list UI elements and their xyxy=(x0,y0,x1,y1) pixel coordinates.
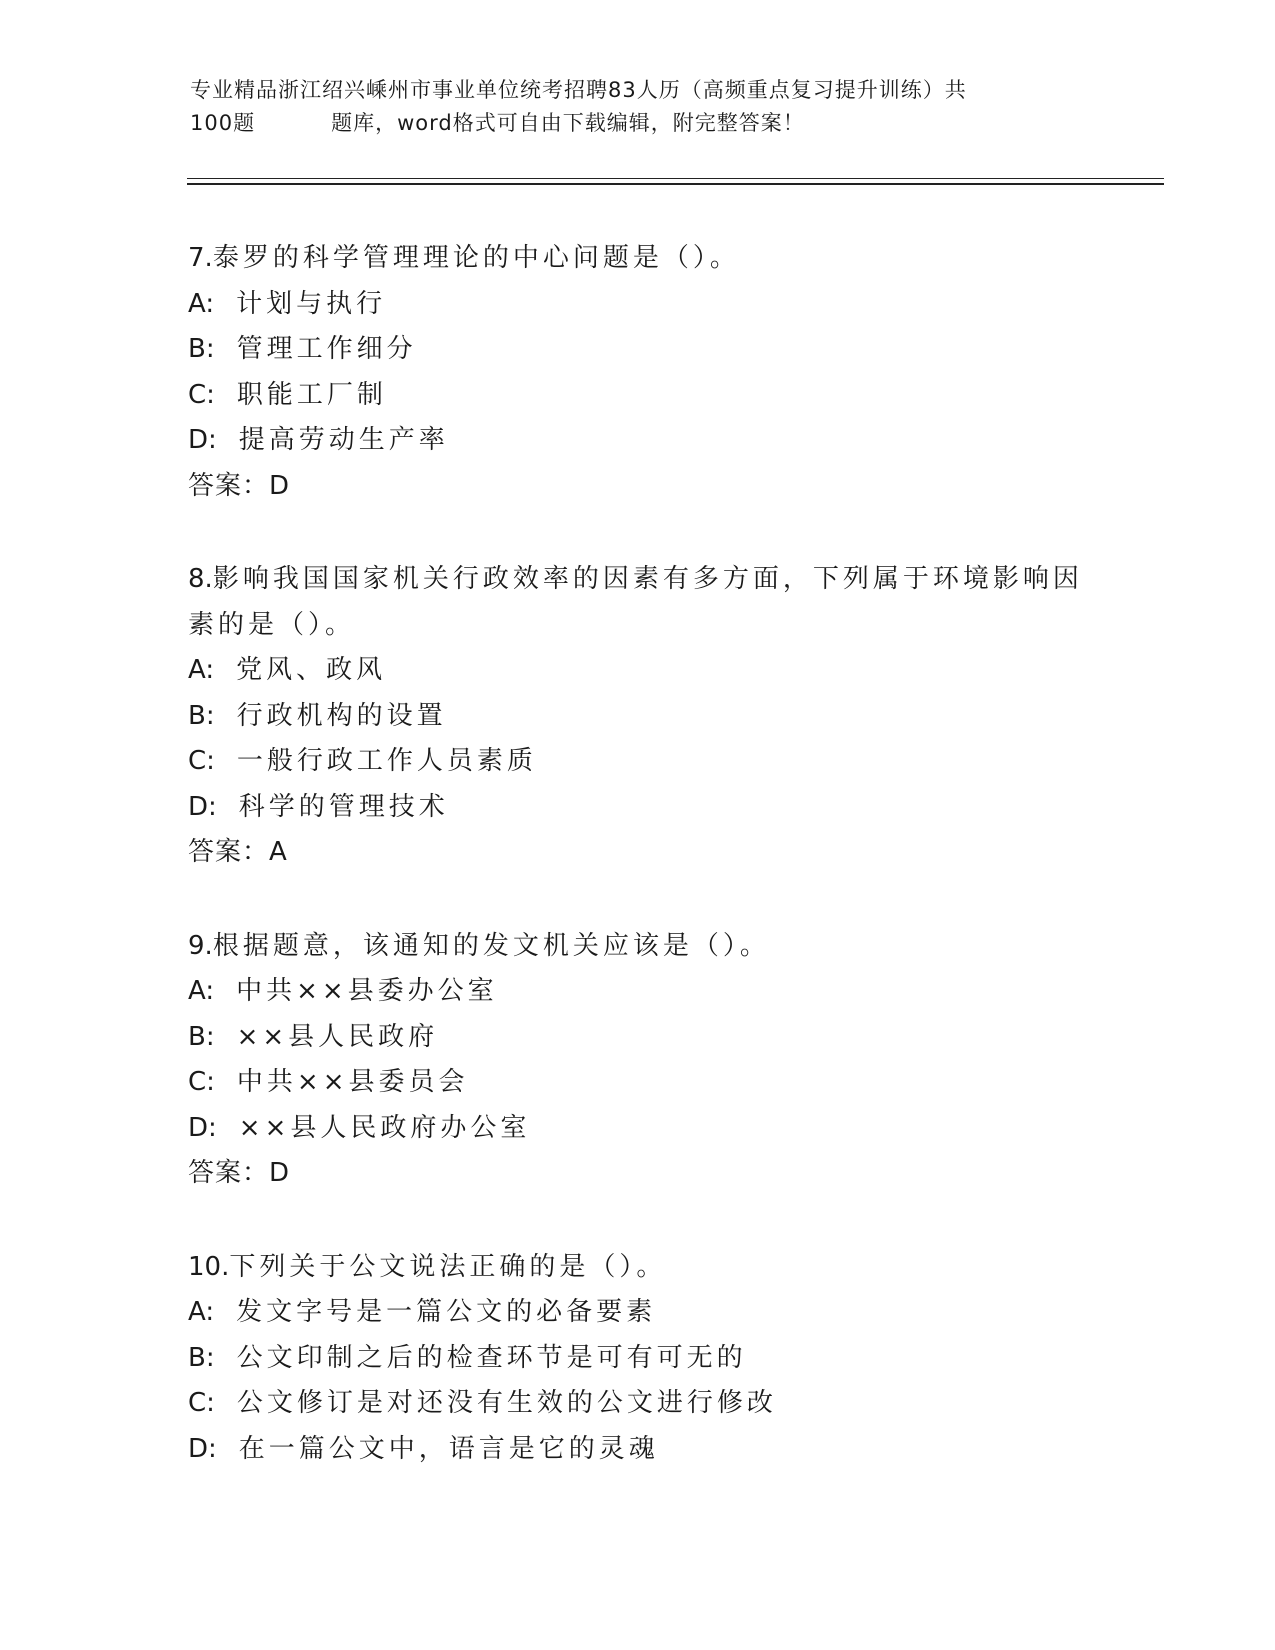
question-8 xyxy=(188,557,1088,876)
option-a xyxy=(188,969,1088,1015)
header-question-count: 100题 xyxy=(190,111,256,135)
option-text: 提高劳动生产率 xyxy=(238,425,449,455)
option-text: 发文字号是一篇公文的必备要素 xyxy=(236,1297,657,1327)
option-text: 中共××县委员会 xyxy=(236,1067,469,1097)
question-stem-text: 下列关于公文说法正确的是（）。 xyxy=(229,1251,667,1282)
question-9 xyxy=(188,924,1088,1197)
question-number: 8. xyxy=(188,564,213,594)
option-b xyxy=(188,1015,1088,1061)
option-text: 职能工厂制 xyxy=(236,379,387,410)
option-d xyxy=(188,418,1088,464)
option-text: 一般行政工作人员素质 xyxy=(236,746,537,776)
question-7 xyxy=(188,236,1088,509)
question-number: 7. xyxy=(188,243,213,273)
option-letter: A: xyxy=(188,288,215,319)
option-letter: C: xyxy=(188,1067,215,1097)
option-letter: C: xyxy=(188,379,215,410)
option-letter: D: xyxy=(188,791,217,822)
header-divider-thin xyxy=(187,178,1164,179)
option-letter: A: xyxy=(188,976,215,1006)
option-b xyxy=(188,1336,1088,1382)
question-10 xyxy=(188,1245,1088,1473)
option-letter: B: xyxy=(188,1342,215,1373)
question-number: 10. xyxy=(188,1251,230,1282)
option-c xyxy=(188,739,1088,785)
option-letter: C: xyxy=(188,746,215,776)
question-number: 9. xyxy=(188,930,213,961)
question-stem-text: 影响我国国家机关行政效率的因素有多方面，下列属于环境影响因 xyxy=(212,564,1083,594)
option-text: ××县人民政府办公室 xyxy=(238,1112,531,1143)
question-stem xyxy=(188,1245,1088,1291)
option-letter: D: xyxy=(188,1112,217,1143)
header-divider-thick xyxy=(187,183,1164,185)
option-text: 管理工作细分 xyxy=(236,334,417,364)
option-text: 中共××县委办公室 xyxy=(236,976,498,1006)
header-title-line-1: 专业精品浙江绍兴嵊州市事业单位统考招聘83人历（高频重点复习提升训练）共 xyxy=(190,78,967,102)
question-stem-text: 根据题意，该通知的发文机关应该是（）。 xyxy=(212,930,770,961)
option-c xyxy=(188,1381,1088,1427)
option-letter: D: xyxy=(188,425,217,455)
option-text: 党风、政风 xyxy=(236,655,387,685)
answer-line: 答案：A xyxy=(188,837,288,867)
option-text: 行政机构的设置 xyxy=(236,700,447,731)
header-subtitle: 题库，word格式可自由下载编辑，附完整答案！ xyxy=(331,111,805,135)
option-text: ××县人民政府 xyxy=(236,1021,439,1052)
option-c xyxy=(188,373,1088,419)
question-stem xyxy=(188,236,1088,282)
answer-line: 答案：D xyxy=(188,1158,291,1188)
option-letter: B: xyxy=(188,334,215,364)
question-list xyxy=(188,236,1088,1520)
option-a xyxy=(188,648,1088,694)
option-letter: B: xyxy=(188,700,215,731)
answer-line: 答案：D xyxy=(188,470,291,501)
question-stem xyxy=(188,924,1088,970)
document-header xyxy=(190,74,1090,140)
question-stem-text: 泰罗的科学管理理论的中心问题是（）。 xyxy=(212,243,740,273)
option-d xyxy=(188,1427,1088,1473)
option-d xyxy=(188,1106,1088,1152)
option-text: 在一篇公文中，语言是它的灵魂 xyxy=(238,1433,659,1464)
question-stem xyxy=(188,557,1088,603)
option-text: 公文印制之后的检查环节是可有可无的 xyxy=(236,1342,747,1373)
option-a xyxy=(188,1290,1088,1336)
option-letter: C: xyxy=(188,1388,215,1418)
option-a xyxy=(188,282,1088,328)
question-stem-continuation: 素的是（）。 xyxy=(188,609,356,640)
option-letter: D: xyxy=(188,1433,217,1464)
option-text: 公文修订是对还没有生效的公文进行修改 xyxy=(236,1388,777,1418)
option-letter: A: xyxy=(188,1297,215,1327)
option-b xyxy=(188,327,1088,373)
option-text: 计划与执行 xyxy=(236,288,387,319)
option-c xyxy=(188,1060,1088,1106)
option-d xyxy=(188,785,1088,831)
option-text: 科学的管理技术 xyxy=(238,791,449,822)
option-letter: A: xyxy=(188,655,215,685)
header-title-line-2 xyxy=(190,107,1090,140)
option-letter: B: xyxy=(188,1021,215,1052)
option-b xyxy=(188,694,1088,740)
